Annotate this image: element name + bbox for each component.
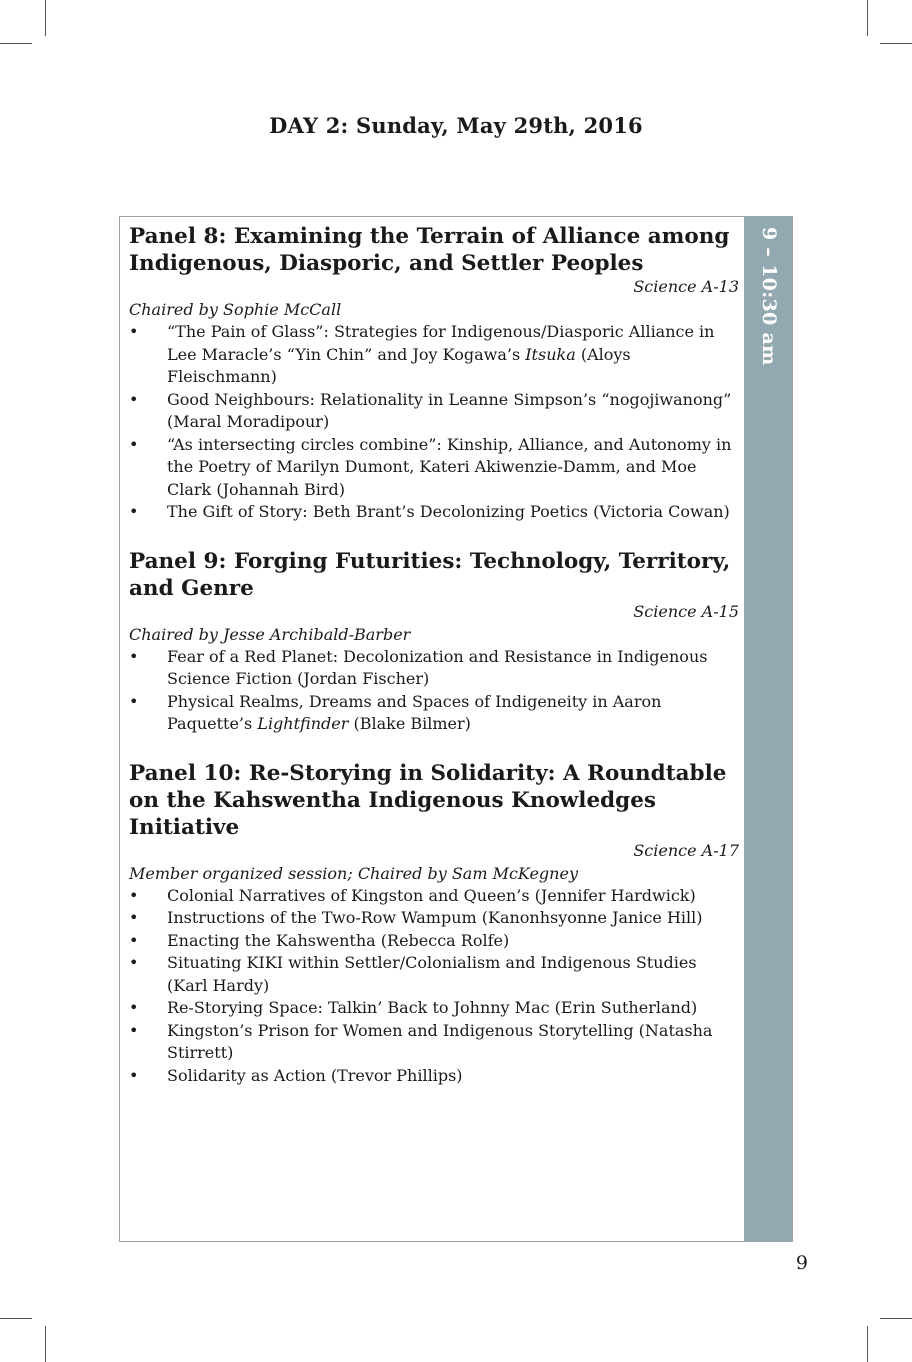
bullet: • <box>129 322 139 341</box>
bullet: • <box>129 502 139 521</box>
bullet: • <box>129 646 139 666</box>
talk-text: “As intersecting circles combine”: Kinship, Alliance, and Autonomy in the Poetry of Marilyn Dumont, Kateri Akiwenzie-Damm, and Moe Clark (Johannah Bird) <box>167 434 732 499</box>
talk-text: Enacting the Kahswentha (Rebecca Rolfe) <box>167 930 510 950</box>
panel-title-line: Indigenous, Diasporic, and Settler Peoples <box>129 251 644 276</box>
list-item <box>129 1065 739 1088</box>
panel-title-line: Panel 8: Examining the Terrain of Alliance among <box>129 224 730 249</box>
crop-mark <box>45 0 46 36</box>
panel-title-line: Panel 9: Forging Futurities: Technology, Territory, <box>129 548 731 574</box>
crop-mark <box>867 1326 868 1362</box>
list-item <box>129 646 739 691</box>
panels-content <box>129 223 739 1111</box>
bullet: • <box>129 1065 139 1085</box>
panel-title-line: Panel 10: Re-Storying in Solidarity: A Roundtable <box>129 760 727 786</box>
panel-9 <box>129 548 739 736</box>
panel-10 <box>129 760 739 1088</box>
list-item <box>129 691 739 736</box>
talk-italic: Lightfinder <box>257 714 349 733</box>
talk-text: “The Pain of Glass”: Strategies for Indigenous/Diasporic Alliance in Lee Maracle’s “Yin Chin” and Joy Kogawa’s <box>167 322 715 364</box>
talk-italic: Itsuka <box>525 344 576 364</box>
list-item <box>129 321 739 389</box>
talk-text: Kingston’s Prison for Women and Indigenous Storytelling (Natasha Stirrett) <box>167 1020 713 1062</box>
bullet: • <box>129 389 139 409</box>
panel-title-line: on the Kahswentha Indigenous Knowledges <box>129 787 656 813</box>
talk-list <box>129 885 739 1088</box>
talk-text: Re-Storying Space: Talkin’ Back to Johnny Mac (Erin Sutherland) <box>167 998 698 1017</box>
talk-text: The Gift of Story: Beth Brant’s Decolonizing Poetics (Victoria Cowan) <box>167 502 730 521</box>
page-number: 9 <box>795 1252 808 1274</box>
crop-mark <box>0 1318 32 1319</box>
crop-mark <box>867 0 868 36</box>
talk-text: Colonial Narratives of Kingston and Queen’s (Jennifer Hardwick) <box>167 885 696 905</box>
chair-label: Chaired by Sophie McCall <box>129 300 342 319</box>
list-item <box>129 952 739 997</box>
list-item <box>129 997 739 1020</box>
room-label: Science A-13 <box>633 277 739 296</box>
list-item <box>129 501 739 524</box>
talk-text-post: (Blake Bilmer) <box>348 714 471 733</box>
bullet: • <box>129 953 139 972</box>
talk-list <box>129 321 739 524</box>
crop-mark <box>880 43 912 44</box>
bullet: • <box>129 885 139 905</box>
crop-mark <box>45 1326 46 1362</box>
talk-text: Good Neighbours: Relationality in Leanne Simpson’s “nogojiwanong” (Maral Moradipour) <box>167 389 732 431</box>
panel-title <box>129 548 739 602</box>
bullet: • <box>129 930 139 950</box>
list-item <box>129 389 739 434</box>
time-sidebar <box>744 217 792 1241</box>
talk-text: Instructions of the Two-Row Wampum (Kanonhsyonne Janice Hill) <box>167 908 703 927</box>
day-title: DAY 2: Sunday, May 29th, 2016 <box>269 113 643 138</box>
list-item <box>129 1020 739 1065</box>
talk-text: Situating KIKI within Settler/Colonialism and Indigenous Studies (Karl Hardy) <box>167 953 697 995</box>
bullet: • <box>129 434 139 454</box>
bullet: • <box>129 908 139 927</box>
bullet: • <box>129 998 139 1017</box>
room-label: Science A-17 <box>633 840 739 860</box>
talk-text: Physical Realms, Dreams and Spaces of Indigeneity in Aaron Paquette’s <box>167 691 662 733</box>
list-item <box>129 885 739 908</box>
crop-mark <box>880 1318 912 1319</box>
talk-text-post: (Aloys Fleischmann) <box>167 344 631 386</box>
talk-text: Solidarity as Action (Trevor Phillips) <box>167 1065 463 1085</box>
time-slot: 9 – 10:30 am <box>758 227 780 366</box>
panel-title <box>129 760 739 841</box>
panel-8 <box>129 223 739 524</box>
chair-label: Chaired by Jesse Archibald-Barber <box>129 624 411 644</box>
room-label: Science A-15 <box>633 601 739 621</box>
bullet: • <box>129 1020 139 1040</box>
panel-title-line: Initiative <box>129 814 240 840</box>
schedule-frame <box>119 216 793 1242</box>
bullet: • <box>129 691 139 711</box>
panel-title <box>129 223 739 277</box>
crop-mark <box>0 43 32 44</box>
talk-text: Fear of a Red Planet: Decolonization and Resistance in Indigenous Science Fiction (Jordan Fischer) <box>167 646 708 688</box>
list-item <box>129 930 739 953</box>
list-item <box>129 907 739 930</box>
panel-title-line: and Genre <box>129 575 254 601</box>
list-item <box>129 434 739 502</box>
chair-label: Member organized session; Chaired by Sam McKegney <box>129 863 578 883</box>
talk-list <box>129 646 739 736</box>
